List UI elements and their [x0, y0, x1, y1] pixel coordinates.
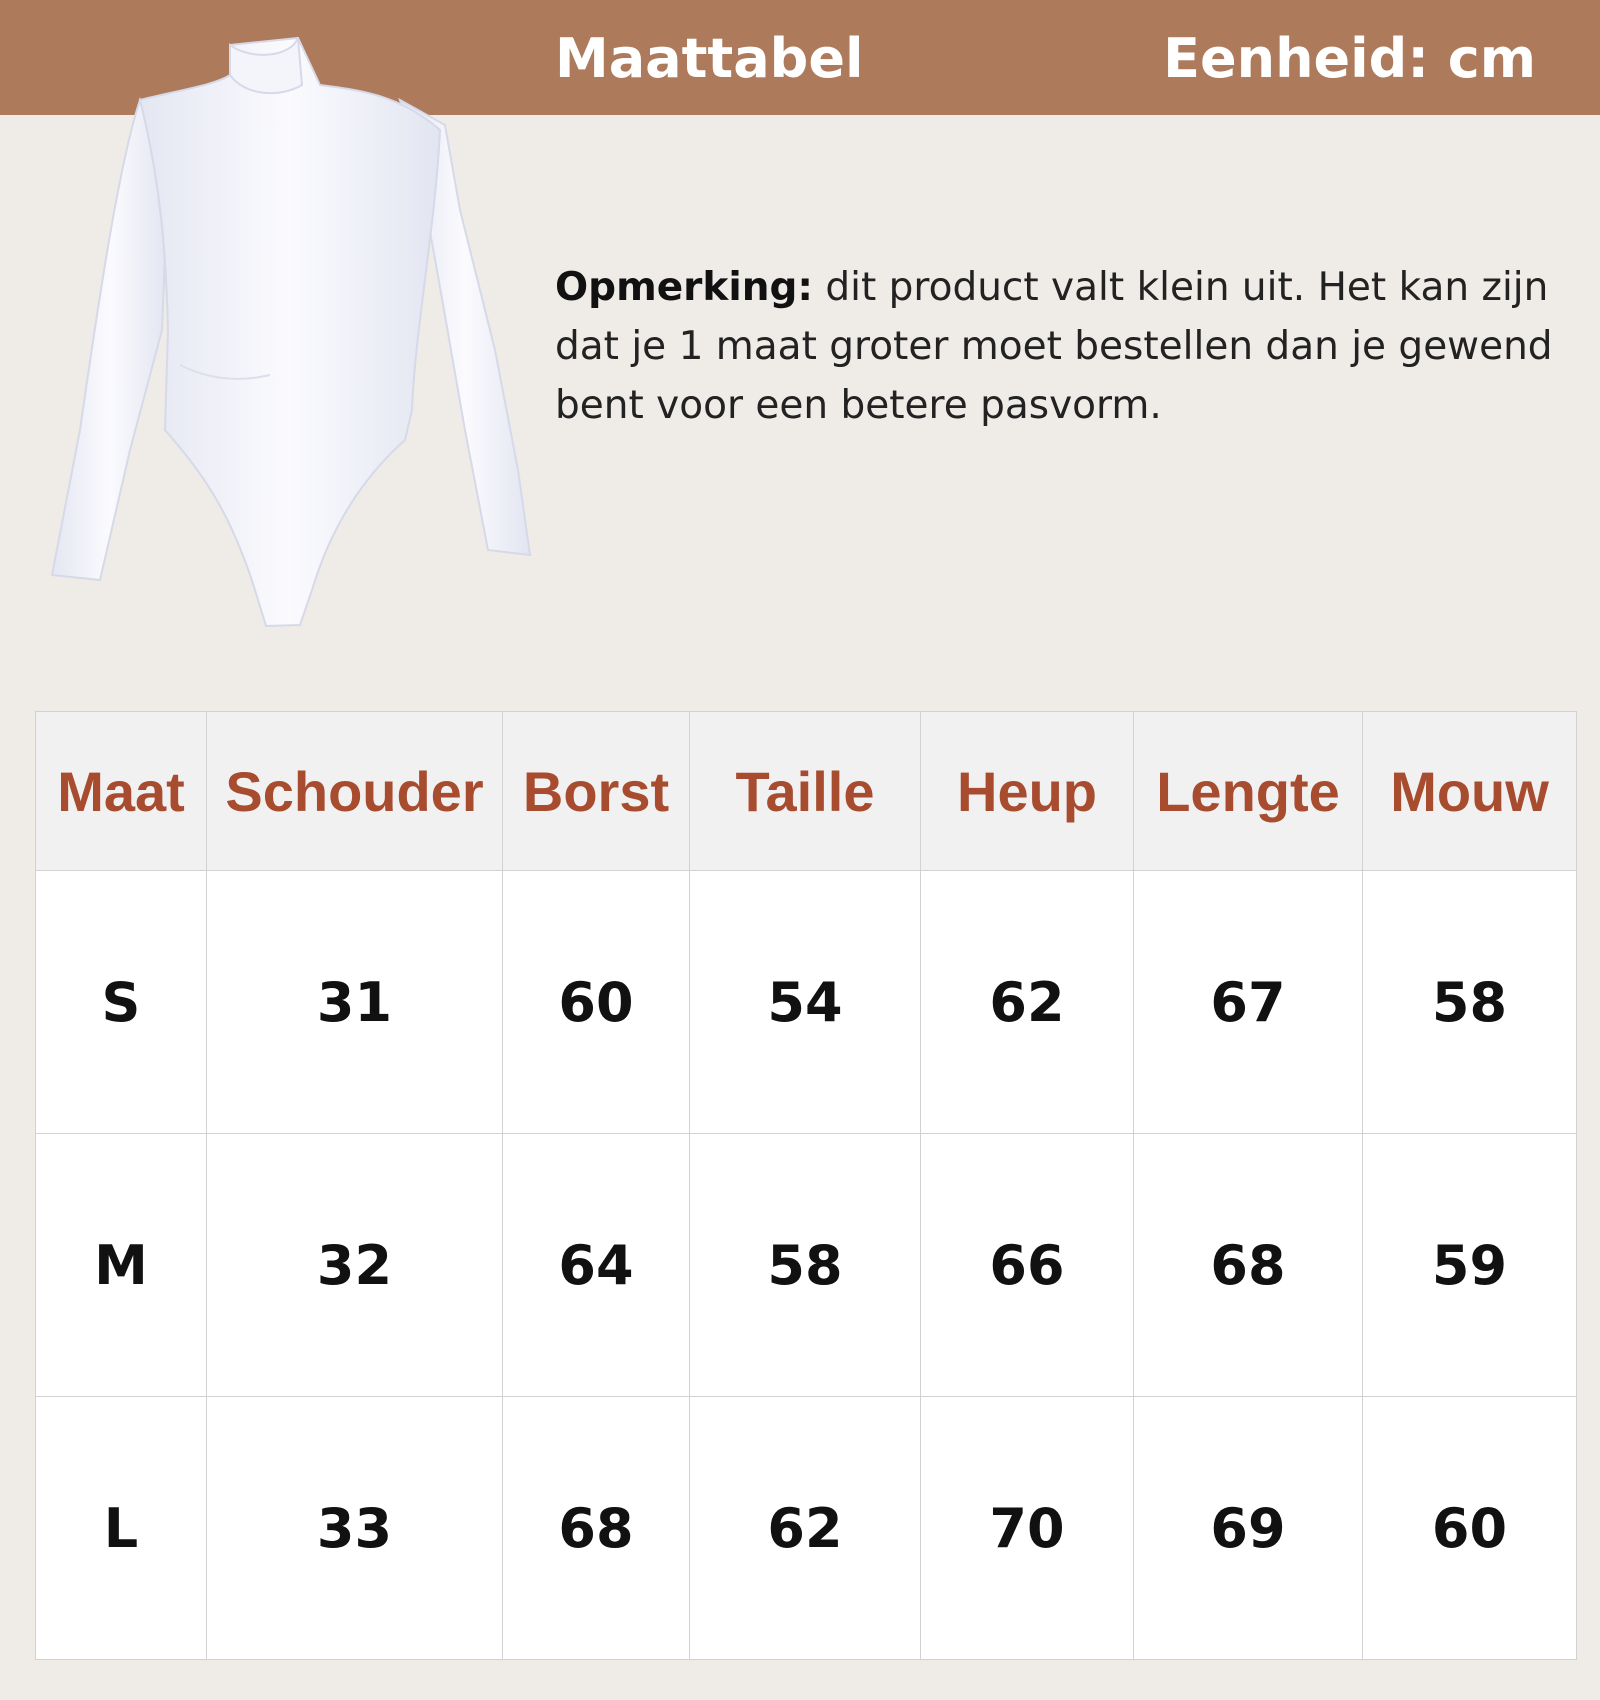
table-cell: L	[36, 1397, 207, 1660]
table-cell: 68	[1134, 1134, 1363, 1397]
column-header-taille: Taille	[690, 712, 921, 871]
bodysuit-icon	[40, 30, 540, 630]
table-cell: 69	[1134, 1397, 1363, 1660]
column-header-maat: Maat	[36, 712, 207, 871]
table-cell: 59	[1363, 1134, 1577, 1397]
table-cell: 60	[1363, 1397, 1577, 1660]
table-cell: 58	[690, 1134, 921, 1397]
table-cell: M	[36, 1134, 207, 1397]
column-header-heup: Heup	[921, 712, 1134, 871]
note-label: Opmerking:	[555, 265, 813, 310]
table-cell: 54	[690, 871, 921, 1134]
table-cell: 62	[690, 1397, 921, 1660]
note-text: dit product valt klein uit. Het kan zijn dat je 1 maat groter moet bestellen dan je gewend bent voor een betere pasvorm.	[555, 265, 1553, 428]
column-header-lengte: Lengte	[1134, 712, 1363, 871]
column-header-mouw: Mouw	[1363, 712, 1577, 871]
table-cell: 64	[503, 1134, 690, 1397]
page-title: Maattabel	[555, 27, 864, 90]
table-cell: S	[36, 871, 207, 1134]
table-row	[36, 871, 1577, 1134]
table-row	[36, 1397, 1577, 1660]
table-cell: 70	[921, 1397, 1134, 1660]
table-cell: 66	[921, 1134, 1134, 1397]
table-row	[36, 1134, 1577, 1397]
size-table	[35, 711, 1577, 1660]
table-cell: 58	[1363, 871, 1577, 1134]
unit-label: Eenheid: cm	[1163, 27, 1536, 90]
table-cell: 32	[207, 1134, 503, 1397]
column-header-borst: Borst	[503, 712, 690, 871]
table-cell: 33	[207, 1397, 503, 1660]
table-header-row	[36, 712, 1577, 871]
table-cell: 31	[207, 871, 503, 1134]
table-cell: 60	[503, 871, 690, 1134]
table-cell: 62	[921, 871, 1134, 1134]
sizing-note	[555, 258, 1585, 435]
table-cell: 68	[503, 1397, 690, 1660]
column-header-schouder: Schouder	[207, 712, 503, 871]
table-cell: 67	[1134, 871, 1363, 1134]
